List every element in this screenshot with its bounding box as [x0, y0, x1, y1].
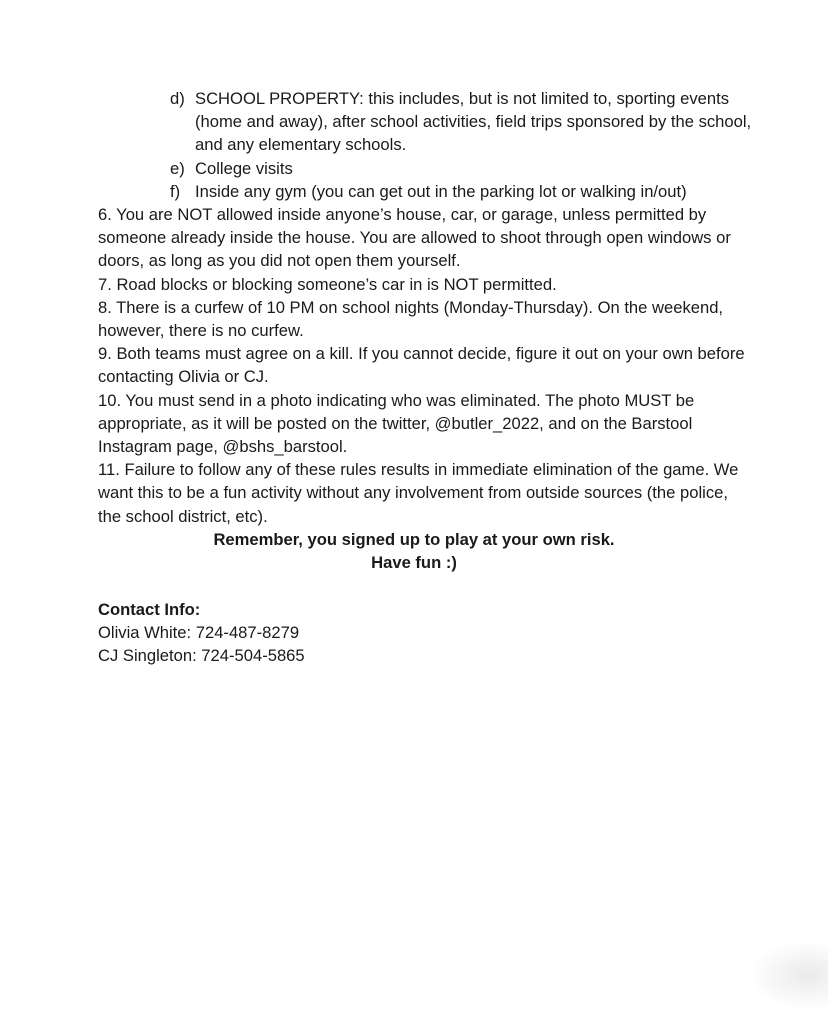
rule-item — [98, 203, 748, 273]
list-item-text: SCHOOL PROPERTY: this includes, but is not limited to, sporting events (home and away), after school activities, field trips sponsored by the school, and any elementary schools. — [195, 89, 752, 155]
rule-text: 8. There is a curfew of 10 PM on school nights (Monday-Thursday). On the weekend, however, there is no curfew. — [98, 297, 724, 341]
page-curl-shadow — [748, 940, 828, 1010]
list-item — [170, 87, 770, 157]
list-item — [170, 157, 770, 180]
rule-text: 7. Road blocks or blocking someone’s car in is NOT permitted. — [98, 274, 557, 294]
rule-text: 11. Failure to follow any of these rules results in immediate elimination of the game. We want this to be a fun activity without any involvement from outside sources (the police, the school district, etc). — [98, 460, 739, 526]
rule-item — [98, 342, 748, 388]
list-item-text: Inside any gym (you can get out in the parking lot or walking in/out) — [195, 181, 687, 201]
sub-rule-list — [170, 87, 770, 203]
list-item — [170, 180, 770, 203]
rule-text: 6. You are NOT allowed inside anyone’s house, car, or garage, unless permitted by someone already inside the house. You are allowed to shoot through open windows or doors, as long as you did not open them yourself. — [98, 205, 731, 271]
contact-line: CJ Singleton: 724-504-5865 — [98, 646, 305, 666]
risk-reminder: Remember, you signed up to play at your own risk. — [213, 530, 615, 549]
rule-item — [98, 273, 748, 296]
rule-text: 9. Both teams must agree on a kill. If you cannot decide, figure it out on your own before contacting Olivia or CJ. — [98, 344, 745, 387]
contact-info-section — [98, 598, 598, 668]
contact-heading: Contact Info: — [98, 600, 201, 619]
have-fun-line: Have fun :) — [371, 553, 457, 573]
list-marker: e) — [170, 158, 185, 178]
rule-list — [98, 203, 748, 528]
rule-text: 10. You must send in a photo indicating who was eliminated. The photo MUST be appropriate, as it will be posted on the twitter, @butler_2022, and on the Barstool Instagram page, @bshs_barstool. — [98, 390, 695, 457]
list-marker: f) — [170, 181, 181, 201]
closing-remarks — [0, 528, 828, 574]
rule-item — [98, 389, 748, 459]
rule-item — [98, 296, 748, 342]
rule-item — [98, 458, 748, 528]
list-item-text: College visits — [195, 158, 293, 178]
list-marker: d) — [170, 89, 185, 108]
contact-line: Olivia White: 724-487-8279 — [98, 623, 300, 643]
